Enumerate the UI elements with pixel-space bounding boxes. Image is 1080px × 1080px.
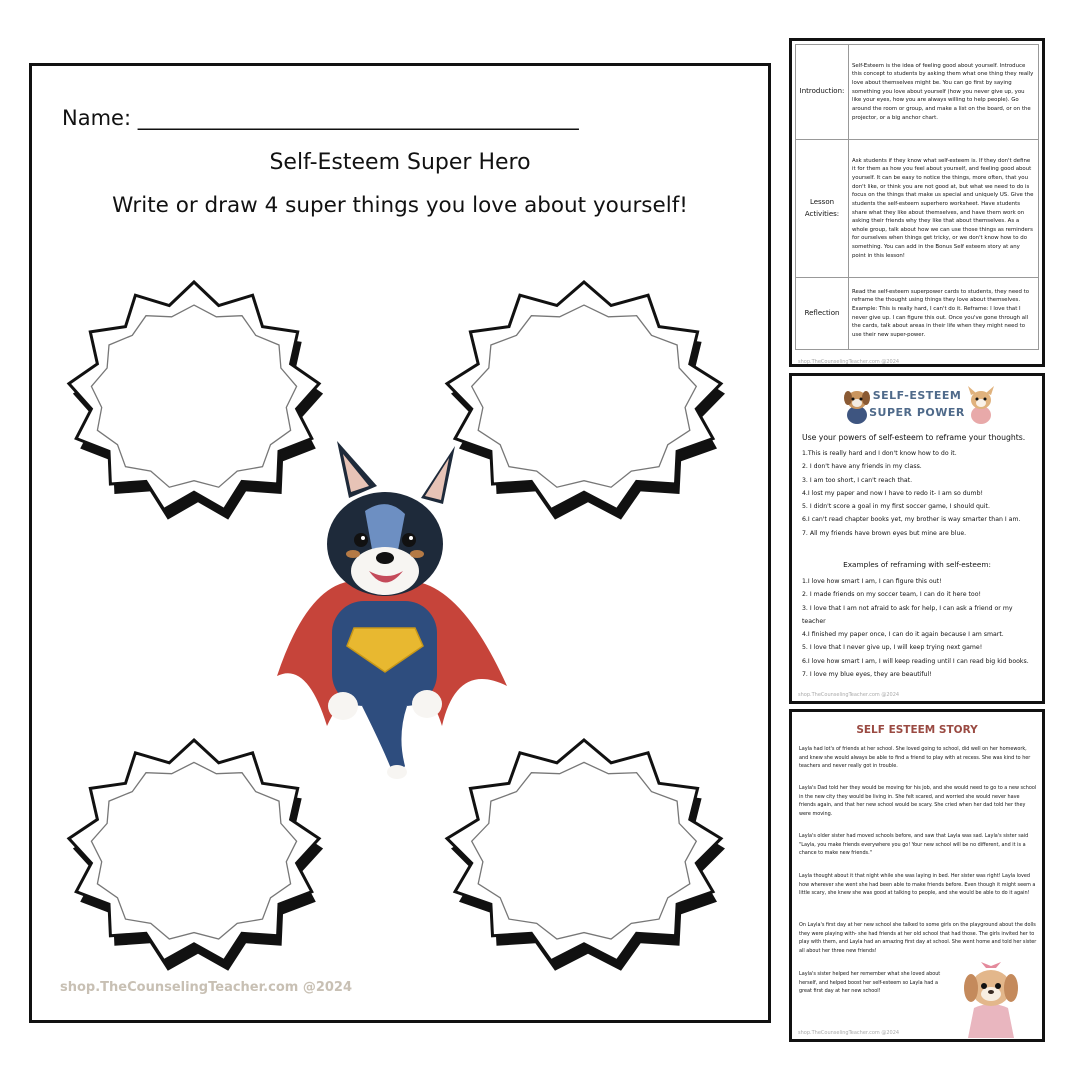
list-item: 2. I made friends on my soccer team, I can do it here too! <box>802 591 981 599</box>
table-row <box>796 140 1039 278</box>
list-item: 3. I love that I am not afraid to ask for help, I can ask a friend or my teacher <box>802 604 1013 625</box>
story-paragraph: Layla's sister helped her remember what she loved about herself, and helped boost her self-esteem so Layla had a great first day at her new school! <box>799 971 941 995</box>
story-paragraph: Layla thought about it that night while she was laying in bed. Her sister was right! Layla loved how wherever she went she had been able to make friends before. Even though it might seem a little scary, she knew she was good at talking to people, and she would be able to do it again! <box>799 873 1036 897</box>
list-item: 5. I love that I never give up, I will keep trying next game! <box>802 644 983 652</box>
lesson-footer: shop.TheCounselingTeacher.com @2024 <box>798 359 900 365</box>
story-page <box>789 709 1045 1042</box>
list-item: 7. All my friends have brown eyes but mine are blue. <box>802 529 967 537</box>
super-power-page <box>789 373 1045 704</box>
lesson-plan-page <box>789 38 1045 367</box>
list-item: 1.I love how smart I am, I can figure this out! <box>802 578 942 585</box>
list-item: 1.This is really hard and I don't know how to do it. <box>802 450 957 457</box>
story-paragraph: Layla's Dad told her they would be moving for his job, and she would need to go to a new school in the new city they would be living in. She felt scared, and worried she would never have friends again, and that her new school would be scary. She cried when her dad told her they were moving. <box>799 785 1037 818</box>
worksheet-page <box>29 63 771 1023</box>
puppy-girl-illustration <box>956 958 1026 1040</box>
list-item: 4.I finished my paper once, I can do it again because I am smart. <box>802 631 1004 639</box>
puppy-right-illustration <box>964 385 998 425</box>
worksheet-footer: shop.TheCounselingTeacher.com @2024 <box>60 980 353 995</box>
worksheet-subtitle: Write or draw 4 super things you love about yourself! <box>112 193 688 218</box>
examples-heading: Examples of reframing with self-esteem: <box>843 560 991 569</box>
table-row <box>796 45 1039 140</box>
super-power-intro: Use your powers of self-esteem to reframe your thoughts. <box>802 433 1026 442</box>
row-label: Lesson Activities: <box>796 140 849 278</box>
story-paragraph: On Layla's first day at her new school she talked to some girls on the playground about the dolls they were playing with- she had friends at her old school that had those. The girls invited her to play with them, and Layla had an amazing first day at school. She went home and told her sister all about her three new friends! <box>799 922 1037 955</box>
name-line: __________________________________________ <box>137 106 579 130</box>
list-item: 6.I love how smart I am, I will keep reading until I can read big kid books. <box>802 657 1029 665</box>
story-title: SELF ESTEEM STORY <box>856 724 978 736</box>
row-label: Reflection <box>796 278 849 350</box>
title-line-2: SUPER POWER <box>869 406 965 420</box>
super-power-footer: shop.TheCounselingTeacher.com @2024 <box>798 692 900 698</box>
table-row <box>796 278 1039 350</box>
superhero-dog-illustration <box>237 436 527 781</box>
story-paragraph: Layla's older sister had moved schools before, and saw that Layla was sad. Layla's sister said "Layla, you make friends everywhere you go! Your new school will be no different, and it is a chance to make new friends." <box>799 833 1029 857</box>
statement-list <box>802 447 1020 540</box>
list-item: 5. I didn't score a goal in my first soccer game, I should quit. <box>802 503 990 511</box>
row-label: Introduction: <box>796 45 849 140</box>
row-text: Read the self-esteem superpower cards to students, they need to reframe the thought using things they love about themselves. Example: This is really hard, I can't do it. Reframe: I love that I never give up. I can figure this out. Once you've gone through all the cards, talk about areas in their life when they might need to use their new super-power. <box>849 278 1039 350</box>
lesson-plan-table <box>795 44 1039 350</box>
list-item: 4.I lost my paper and now I have to redo it- I am so dumb! <box>802 489 983 497</box>
story-paragraph: Layla had lot's of friends at her school. She loved going to school, did well on her homework, and knew she would always be able to find a friend to play with at recess. She was kind to her teachers and never really got in trouble. <box>799 746 1031 770</box>
list-item: 6.I can't read chapter books yet, my brother is way smarter than I am. <box>802 516 1021 524</box>
row-text: Ask students if they know what self-esteem is. If they don't define it for them as how you feel about yourself, and feeling good about yourself. It can be easy to notice the things, more often, that you don't like, or think you are not good at, but what we need to do is focus on the things that make us special and uniquely US. Give the students the self-esteem superhero worksheet. Have students share what they like about themselves, and have them work on asking their friends why they like that about themselves. As a whole group, talk about how we can use those things as reminders for ourselves when things get tricky, or we don't know how to do something. You can add in the Bonus Self esteem story at any point in this lesson! <box>849 140 1039 278</box>
name-label: Name: <box>62 106 132 130</box>
list-item: 2. I don't have any friends in my class. <box>802 463 922 471</box>
name-field <box>62 106 579 130</box>
example-list <box>802 575 1032 681</box>
worksheet-title: Self-Esteem Super Hero <box>269 150 531 175</box>
list-item: 3. I am too short, I can't reach that. <box>802 476 913 484</box>
super-power-title <box>792 387 1042 421</box>
list-item: 7. I love my blue eyes, they are beautiful! <box>802 671 932 679</box>
row-text: Self-Esteem is the idea of feeling good about yourself. Introduce this concept to students by asking them what one thing they really love about themselves might be. You can go first by saying something you love about yourself (how you never give up, you like your eyes, how you are always willing to help people). Go around the room or group, and make a list on the board, or on the projector, or a big anchor chart. <box>849 45 1039 140</box>
story-footer: shop.TheCounselingTeacher.com @2024 <box>798 1030 900 1036</box>
title-line-1: SELF-ESTEEM <box>872 389 962 402</box>
